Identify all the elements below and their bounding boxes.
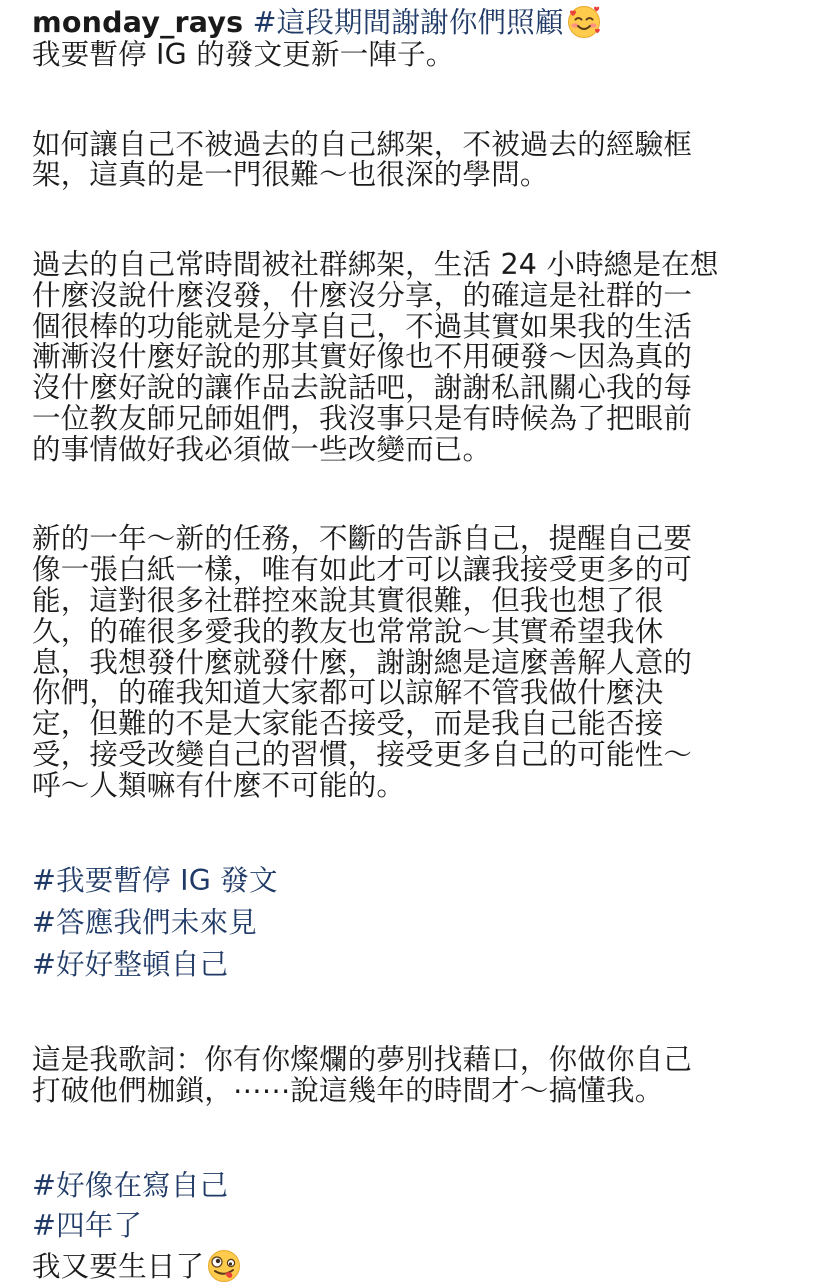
caption-line: 打破他們枷鎖，⋯⋯說這幾年的時間才～搞懂我。: [32, 1073, 664, 1107]
post-caption: [32, 4, 802, 1288]
caption-line: 過去的自己常時間被社群綁架，生活 24 小時總是在想: [32, 247, 719, 281]
caption-line: 久，的確很多愛我的教友也常常說～其實希望我休: [32, 614, 664, 648]
hashtag-link[interactable]: #我要暫停 IG 發文: [32, 864, 278, 898]
hashtag-link[interactable]: #答應我們未來見: [32, 906, 257, 940]
caption-line: 如何讓自己不被過去的自己綁架，不被過去的經驗框: [32, 127, 693, 161]
caption-line: 定，但難的不是大家能否接受，而是我自己能否接: [32, 707, 664, 741]
caption-header: [32, 4, 802, 40]
hashtag-title[interactable]: #這段期間謝謝你們照顧: [252, 6, 564, 39]
caption-line: 我要暫停 IG 的發文更新一陣子。: [32, 38, 455, 71]
caption-line: 息，我想發什麼就發什麼，謝謝總是這麼善解人意的: [32, 645, 693, 679]
caption-line: 能，這對很多社群控來說其實很難，但我也想了很: [32, 583, 664, 617]
caption-line: 的事情做好我必須做一些改變而已。: [32, 432, 492, 466]
caption-line: 你們，的確我知道大家都可以諒解不管我做什麼決: [32, 676, 664, 710]
caption-line: 新的一年～新的任務，不斷的告訴自己，提醒自己要: [32, 522, 693, 556]
hashtag-link[interactable]: #好像在寫自己: [32, 1168, 229, 1202]
caption-line: 什麼沒說什麼沒發，什麼沒分享，的確這是社群的一: [32, 278, 693, 312]
caption-line: 這是我歌詞：你有你燦爛的夢別找藉口，你做你自己: [32, 1043, 693, 1077]
caption-line: 個很棒的功能就是分享自己，不過其實如果我的生活: [32, 309, 693, 343]
hashtag-link[interactable]: #四年了: [32, 1208, 143, 1242]
caption-line: 像一張白紙一樣，唯有如此才可以讓我接受更多的可: [32, 553, 693, 587]
caption-line: 架，這真的是一門很難～也很深的學問。: [32, 158, 549, 192]
caption-line: 沒什麼好說的讓作品去說話吧，謝謝私訊關心我的每: [32, 371, 693, 405]
smiling-face-with-hearts-icon: [566, 4, 602, 40]
caption-line: 漸漸沒什麼好說的那其實好像也不用硬發～因為真的: [32, 340, 693, 374]
caption-last-line: [32, 1246, 802, 1288]
caption-line: 呼～人類嘛有什麼不可能的。: [32, 768, 406, 802]
caption-line: 受，接受改變自己的習慣，接受更多自己的可能性～: [32, 737, 693, 771]
hashtag-link[interactable]: #好好整頓自己: [32, 948, 229, 982]
caption-line: 我又要生日了: [32, 1249, 205, 1283]
caption-line: 一位教友師兄師姐們，我沒事只是有時候為了把眼前: [32, 401, 693, 435]
username-link[interactable]: monday_rays: [32, 6, 244, 39]
zany-face-icon: [206, 1248, 242, 1284]
